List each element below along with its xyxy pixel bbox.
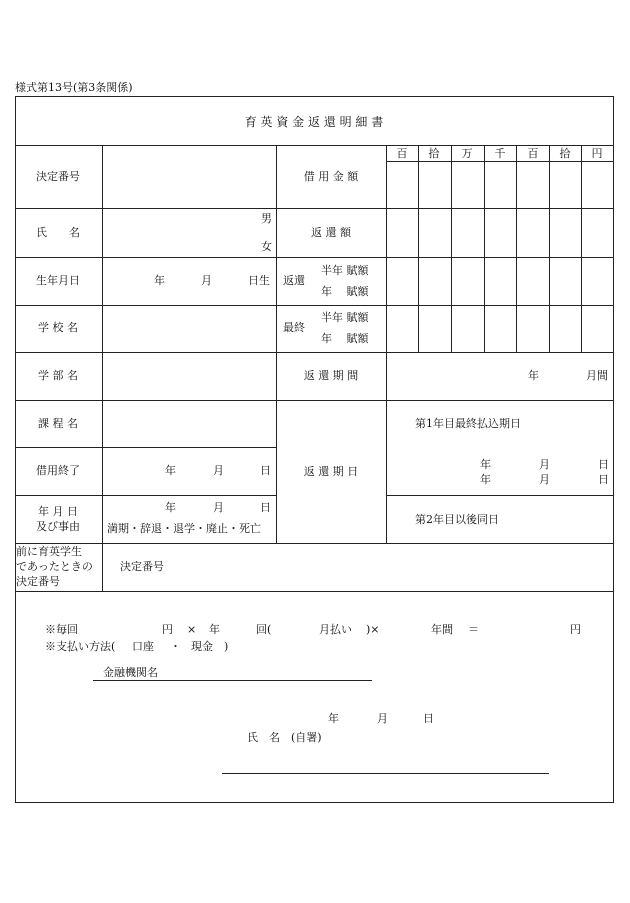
- method-close: ): [224, 640, 229, 653]
- digit-label: 円: [591, 147, 603, 160]
- loan-end-year: 年: [165, 464, 176, 477]
- birth-year: 年: [154, 274, 165, 287]
- final-annual-installment: 年 賦額: [321, 332, 369, 345]
- rule: [276, 145, 277, 543]
- period-months: 月間: [586, 369, 608, 382]
- signature-line[interactable]: [222, 773, 549, 774]
- signature-label: 氏 名 (自署): [247, 731, 322, 744]
- rule: [15, 208, 614, 209]
- rule: [484, 145, 485, 352]
- label-date-reason: 及び事由: [36, 520, 80, 533]
- digit-label: 拾: [559, 147, 571, 160]
- digit-label: 百: [527, 147, 539, 160]
- birth-day: 日生: [248, 274, 270, 287]
- due-month: 月: [539, 473, 550, 486]
- payment-count: 回(: [256, 623, 272, 636]
- payment-yen: 円: [162, 623, 173, 636]
- payment-total-yen: 円: [570, 623, 581, 636]
- form-number: 様式第13号(第3条関係): [15, 81, 133, 94]
- label-faculty: 学 部 名: [38, 369, 78, 382]
- gender-male: 男: [261, 212, 272, 225]
- label-decision-number: 決定番号: [36, 170, 80, 183]
- rule: [102, 145, 103, 591]
- label-loan-amount: 借 用 金 額: [303, 170, 359, 183]
- payment-equals: ＝: [468, 623, 479, 636]
- payment-monthly: 月払い: [319, 623, 352, 636]
- sign-date-year: 年: [328, 712, 339, 725]
- final-half-year-installment: 半年 賦額: [321, 311, 369, 324]
- sign-date-month: 月: [377, 712, 388, 725]
- due-day: 日: [598, 473, 609, 486]
- rule: [581, 145, 582, 352]
- second-year-due: 第2年目以後同日: [415, 513, 499, 526]
- label-repay-amount: 返 還 額: [311, 226, 351, 239]
- label-final: 最終: [283, 321, 305, 334]
- method-cash[interactable]: 現金: [191, 640, 213, 653]
- label-repay-due: 返 還 期 日: [303, 465, 359, 478]
- rule: [15, 447, 276, 448]
- loan-end-month: 月: [213, 464, 224, 477]
- label-course: 課 程 名: [38, 417, 78, 430]
- label-previous-student: であったときの: [16, 560, 93, 573]
- rule: [15, 591, 614, 592]
- digit-label: 万: [461, 147, 473, 160]
- rule: [516, 145, 517, 352]
- label-birthdate: 生年月日: [36, 274, 80, 287]
- rule: [386, 145, 387, 543]
- label-school: 学 校 名: [38, 321, 78, 334]
- due-year: 年: [480, 458, 491, 471]
- label-previous-student: 前に育英学生: [16, 545, 82, 558]
- payment-method: ※支払い方法(: [45, 640, 116, 653]
- label-repayment: 返還: [283, 274, 305, 287]
- rule: [386, 495, 614, 496]
- sign-date-day: 日: [423, 712, 434, 725]
- rule: [418, 145, 419, 352]
- rule: [15, 305, 614, 306]
- half-year-installment: 半年 賦額: [321, 264, 369, 277]
- end-date-month: 月: [213, 501, 224, 514]
- previous-decision-number: 決定番号: [120, 560, 164, 573]
- birth-month: 月: [201, 274, 212, 287]
- due-month: 月: [539, 458, 550, 471]
- end-date-year: 年: [165, 501, 176, 514]
- end-reasons: 満期・辞退・退学・廃止・死亡: [107, 522, 261, 535]
- form-title: 育 英 資 金 返 還 明 細 書: [244, 115, 384, 129]
- method-separator: ・: [170, 640, 181, 653]
- payment-year: 年: [209, 623, 220, 636]
- label-repay-period: 返 還 期 間: [303, 369, 359, 382]
- first-year-due: 第1年目最終払込期日: [415, 417, 521, 430]
- digit-label: 百: [396, 147, 408, 160]
- rule: [15, 257, 614, 258]
- rule: [15, 145, 614, 146]
- digit-label: 拾: [428, 147, 440, 160]
- payment-times: ×: [187, 623, 197, 636]
- rule: [15, 352, 614, 353]
- loan-end-day: 日: [260, 464, 271, 477]
- end-date-day: 日: [260, 501, 271, 514]
- rule: [15, 543, 614, 544]
- rule: [15, 400, 614, 401]
- rule: [386, 161, 614, 162]
- rule: [15, 495, 276, 496]
- period-year: 年: [528, 369, 539, 382]
- payment-close-times: )×: [366, 623, 380, 636]
- method-account[interactable]: 口座: [132, 640, 154, 653]
- bank-name-line[interactable]: [93, 680, 372, 681]
- due-year: 年: [480, 473, 491, 486]
- form-frame: [15, 96, 614, 803]
- label-loan-end: 借用終了: [36, 464, 80, 477]
- annual-installment: 年 賦額: [321, 285, 369, 298]
- label-name: 氏 名: [36, 226, 80, 239]
- payment-every: ※毎回: [45, 623, 78, 636]
- rule: [549, 145, 550, 352]
- gender-female: 女: [261, 240, 272, 253]
- label-date-reason: 年 月 日: [38, 505, 78, 518]
- rule: [451, 145, 452, 352]
- digit-label: 千: [494, 147, 506, 160]
- payment-years: 年間: [431, 623, 453, 636]
- label-previous-student: 決定番号: [16, 575, 60, 588]
- bank-name-label: 金融機関名: [103, 666, 158, 679]
- due-day: 日: [598, 458, 609, 471]
